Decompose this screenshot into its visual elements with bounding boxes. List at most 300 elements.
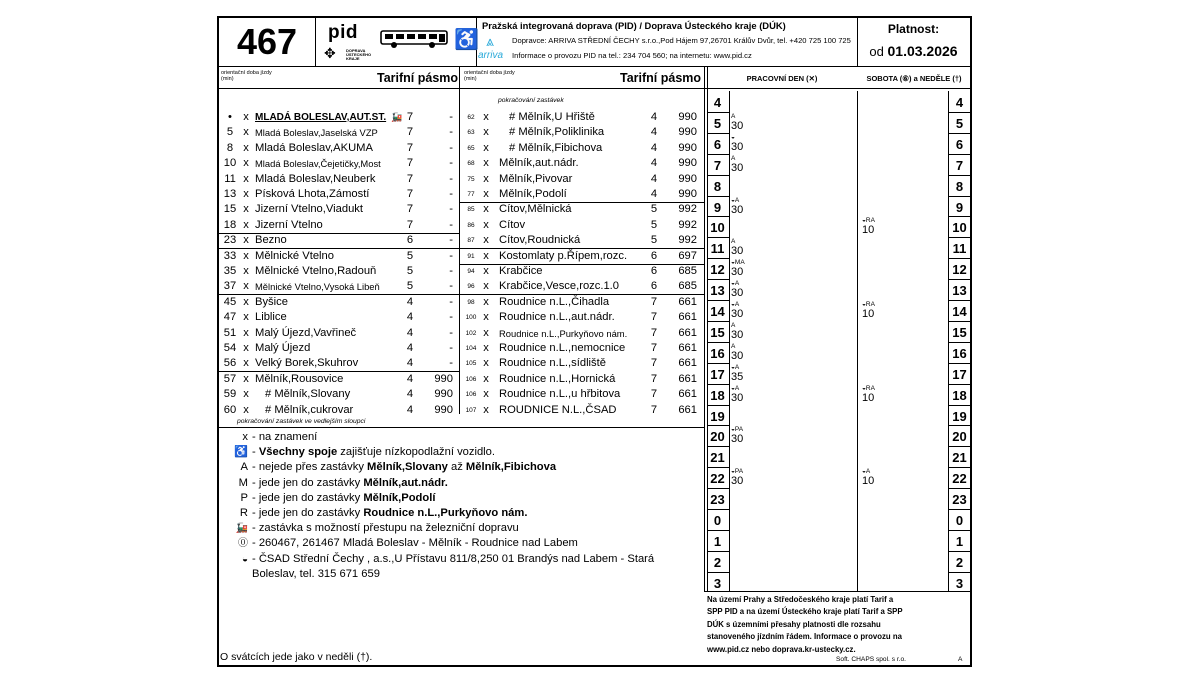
- stop-zone: 6: [406, 234, 414, 247]
- legend-key: ◒: [241, 553, 248, 565]
- stop-row: [461, 172, 703, 187]
- departure-minute: 30: [731, 308, 744, 320]
- legend-key: 🚂: [235, 523, 248, 535]
- stop-zone: 7: [650, 311, 658, 324]
- hour-divider: [948, 425, 970, 426]
- stop-zone-duk: 661: [678, 403, 697, 416]
- stop-minutes: 94: [467, 268, 475, 275]
- stop-name: # Mělník,Poliklinika: [509, 126, 605, 139]
- hour-label-right: 9: [955, 199, 964, 215]
- hour-divider: [707, 133, 729, 134]
- hour-divider: [707, 446, 729, 447]
- hour-divider: [948, 530, 970, 531]
- stop-name: Mělník,Podolí: [499, 188, 567, 200]
- stop-minutes: 62: [467, 114, 475, 121]
- departure-minute: 30: [731, 203, 744, 216]
- hour-divider: [948, 405, 970, 406]
- departure-minute: 30: [731, 287, 744, 300]
- stop-flag: x: [483, 326, 489, 339]
- stop-zone-duk: -: [449, 203, 453, 216]
- stop-row: [461, 387, 703, 402]
- stop-name: Jizerní Vtelno,Viadukt: [255, 203, 364, 216]
- hour-divider: [707, 258, 729, 259]
- stop-name: Mělnické Vtelno: [255, 249, 334, 262]
- stop-zone: 7: [650, 372, 658, 385]
- hour-label-right: 2: [955, 554, 964, 570]
- hour-divider: [948, 384, 970, 385]
- stop-flag: x: [483, 295, 489, 308]
- arriva-logo-icon: ⩓: [486, 33, 494, 49]
- continuation-label: pokračování zastávek: [498, 97, 564, 104]
- stop-zone-duk: -: [449, 326, 453, 339]
- workday-col-border: [729, 91, 730, 591]
- hour-divider: [707, 237, 729, 238]
- stop-flag: x: [483, 172, 489, 185]
- stop-zone-duk: 990: [434, 403, 453, 416]
- stop-zone-duk: 990: [434, 372, 453, 385]
- stop-minutes: 96: [467, 283, 475, 291]
- stop-flag: x: [243, 218, 249, 231]
- stop-flag: x: [483, 126, 489, 139]
- stop-flag: x: [483, 188, 489, 200]
- stop-zone-duk: -: [449, 295, 453, 308]
- stop-flag: x: [243, 311, 249, 324]
- stop-zone-duk: 661: [678, 388, 697, 401]
- stop-flag: x: [243, 388, 249, 401]
- workday-header: PRACOVNÍ DEN (✕): [746, 74, 818, 83]
- stop-name: Mělník,Rousovice: [255, 372, 344, 385]
- hour-label-right: 21: [952, 450, 967, 466]
- hour-divider: [948, 509, 970, 510]
- stop-minutes: 51: [223, 326, 237, 339]
- hour-label-right: 3: [955, 575, 964, 591]
- stop-divider: [459, 264, 704, 265]
- stop-zone: 5: [406, 265, 414, 277]
- stop-zone: 7: [650, 403, 658, 416]
- stop-name: # Mělník,Fibichova: [509, 141, 603, 154]
- hour-divider: [948, 467, 970, 468]
- stop-flag: x: [483, 265, 489, 277]
- arriva-logo: arriva: [478, 50, 504, 61]
- stop-name: MLADÁ BOLESLAV,AUT.ST.: [255, 112, 387, 123]
- hour-label-left: 8: [713, 178, 722, 194]
- stop-minutes: 68: [467, 160, 475, 168]
- stop-minutes: 5: [226, 126, 234, 139]
- stop-name: Cítov,Roudnická: [499, 234, 581, 247]
- stop-zone: 4: [406, 342, 414, 354]
- stop-zone: 4: [650, 157, 658, 170]
- stop-flag: x: [243, 295, 249, 308]
- stop-zone-duk: 992: [678, 218, 697, 231]
- tariff-zone-label-right: Tarifní pásmo: [620, 71, 702, 85]
- stop-flag: x: [243, 157, 249, 170]
- stop-zone-duk: 990: [678, 126, 697, 139]
- stop-name: Mladá Boleslav,Čejetičky,Most: [255, 158, 381, 170]
- hour-divider: [707, 321, 729, 322]
- stop-minutes: 47: [223, 311, 237, 324]
- stop-row: [461, 110, 703, 125]
- workday-weekend-border: [857, 91, 858, 591]
- stop-row: [461, 326, 703, 341]
- stop-zone-duk: 992: [678, 234, 697, 247]
- stop-name: Roudnice n.L.,Hornická: [499, 372, 616, 385]
- stop-name: Mělník,aut.nádr.: [499, 157, 579, 170]
- hour-divider: [707, 405, 729, 406]
- bus-icon: [380, 29, 450, 49]
- hour-label-left: 21: [710, 450, 725, 466]
- stop-name: # Mělník,cukrovar: [265, 403, 354, 416]
- hour-label-right: 13: [952, 283, 967, 299]
- stop-minutes: 85: [467, 206, 475, 214]
- stop-name: Mladá Boleslav,Jaselská VZP: [255, 127, 378, 139]
- hour-divider: [707, 196, 729, 197]
- hour-divider: [707, 551, 729, 552]
- stop-minutes: 60: [223, 403, 237, 416]
- stop-zone: 5: [650, 203, 658, 216]
- stop-zone-duk: -: [449, 141, 453, 154]
- stop-row: [461, 279, 703, 294]
- stop-row: [461, 202, 703, 217]
- stop-flag: x: [243, 265, 249, 277]
- stop-name: Mladá Boleslav,Neuberk: [255, 172, 376, 185]
- stop-zone-duk: -: [449, 172, 453, 185]
- hour-divider: [707, 216, 729, 217]
- operator-address: Dopravce: ARRIVA STŘEDNÍ ČECHY s.r.o.,Pod Hájem 97,26701 Králův Dvůr, tel. +420 725 100 725: [512, 36, 851, 45]
- stop-minutes: 11: [224, 172, 236, 185]
- departure-note: ◒RA: [862, 301, 875, 308]
- operator-info: [476, 18, 858, 66]
- stop-name: Liblice: [255, 311, 287, 324]
- stop-row: [461, 310, 703, 325]
- stop-row: [461, 295, 703, 310]
- stop-zone-duk: -: [449, 249, 453, 262]
- stop-row: [461, 141, 703, 156]
- stop-row: [219, 249, 457, 264]
- stop-name: Cítov: [499, 218, 526, 231]
- stop-flag: x: [243, 141, 249, 154]
- hour-label-right: 10: [952, 220, 967, 236]
- stop-name: ROUDNICE N.L.,ČSAD: [499, 403, 617, 416]
- hour-label-left: 15: [710, 324, 725, 340]
- stop-minutes: 102: [465, 329, 477, 337]
- stop-name: Malý Újezd: [255, 342, 311, 354]
- legend-text: - zastávka s možností přestupu na železniční dopravu: [252, 522, 519, 535]
- hour-divider: [707, 112, 729, 113]
- stop-row: [219, 372, 457, 387]
- stop-zone-duk: -: [449, 342, 453, 354]
- stop-flag: x: [243, 111, 249, 123]
- stop-divider: [459, 248, 704, 249]
- hour-label-right: 23: [952, 492, 967, 508]
- stop-zone: 7: [650, 388, 658, 401]
- stop-zone-duk: -: [449, 280, 453, 293]
- stop-row: [461, 356, 703, 371]
- stop-flag: x: [243, 234, 249, 247]
- hour-divider: [707, 154, 729, 155]
- departure-note: ◒A: [731, 384, 740, 392]
- stop-zone: 4: [650, 126, 658, 139]
- stop-name: Bezno: [255, 234, 287, 247]
- stop-name: Mělník,Pivovar: [499, 172, 573, 185]
- departure-note: ◒RA: [862, 384, 875, 392]
- legend-text: - na znamení: [252, 431, 318, 443]
- hour-label-left: 0: [713, 513, 722, 528]
- stop-zone-duk: 990: [678, 172, 697, 185]
- stop-zone: 7: [406, 218, 414, 231]
- tariff-zone-label-left: Tarifní pásmo: [377, 71, 459, 85]
- legend-key: R: [239, 507, 248, 519]
- stop-row: [219, 341, 457, 356]
- stop-flag: x: [243, 280, 249, 293]
- stop-name: Mělnické Vtelno,Vysoká Libeň: [255, 281, 380, 293]
- stop-zone: 4: [406, 326, 414, 339]
- stop-minutes: 107: [465, 406, 477, 414]
- stop-zone-duk: 661: [678, 295, 697, 308]
- stop-zone: 4: [650, 111, 658, 123]
- stop-zone: 7: [650, 295, 658, 308]
- stop-zone: 7: [406, 188, 414, 200]
- hour-divider: [948, 342, 970, 343]
- hour-label-right: 6: [955, 136, 964, 152]
- departure-minute: 30: [731, 349, 744, 362]
- departure-note: A: [731, 112, 736, 120]
- departure-note: ◒: [731, 133, 735, 141]
- stop-zone-duk: -: [449, 234, 453, 247]
- hour-label-right: 5: [955, 115, 964, 131]
- legend-text: - ČSAD Střední Čechy , a.s.,U Přístavu 811/8,250 01 Brandýs nad Labem - Stará: [252, 552, 655, 565]
- stop-flag: x: [483, 342, 489, 354]
- software-mark: A: [958, 656, 963, 663]
- hour-divider: [948, 551, 970, 552]
- stop-flag: x: [483, 280, 489, 293]
- hour-divider: [707, 509, 729, 510]
- hour-label-left: 12: [710, 262, 725, 278]
- stop-minutes: 15: [223, 203, 237, 216]
- validity-box: [857, 18, 970, 66]
- legend-text: Boleslav, tel. 315 671 659: [252, 567, 380, 580]
- hour-label-right: 0: [955, 513, 964, 528]
- hour-label-left: 13: [710, 283, 725, 299]
- stop-minutes: 105: [465, 360, 477, 368]
- hour-divider: [948, 133, 970, 134]
- departure-note: ◒RA: [862, 217, 875, 225]
- stop-row: [461, 341, 703, 356]
- stop-row: [461, 372, 703, 387]
- hour-divider: [707, 425, 729, 426]
- stop-flag: x: [483, 111, 489, 123]
- legend-text: - 260467, 261467 Mladá Boleslav - Mělník - Roudnice nad Labem: [252, 537, 578, 550]
- stop-row: [219, 110, 457, 125]
- hour-divider: [707, 384, 729, 385]
- hour-divider: [707, 300, 729, 301]
- departure-note: A: [731, 238, 736, 246]
- stop-row: [219, 387, 457, 402]
- stop-name: Roudnice n.L.,Purkyňovo nám.: [499, 327, 628, 339]
- hour-divider: [948, 300, 970, 301]
- stop-minutes: 33: [223, 249, 237, 262]
- stop-zone-duk: 685: [678, 265, 697, 277]
- hour-label-left: 4: [713, 95, 722, 110]
- stop-minutes: 23: [223, 234, 237, 247]
- legend-text: - jede jen do zastávky Mělník,Podolí: [252, 491, 436, 504]
- legend-text: - jede jen do zastávky Roudnice n.L.,Purkyňovo nám.: [252, 507, 528, 519]
- stop-flag: x: [483, 234, 489, 247]
- hour-label-left: 20: [710, 429, 725, 445]
- stop-zone-duk: -: [449, 311, 453, 324]
- stop-name: # Mělník,U Hřiště: [509, 111, 595, 123]
- hour-label-left: 23: [710, 492, 725, 508]
- hour-label-right: 22: [952, 471, 967, 487]
- stop-zone: 4: [406, 295, 414, 308]
- hour-label-left: 10: [710, 220, 725, 236]
- stop-zone-duk: 685: [678, 280, 697, 293]
- hour-divider: [948, 488, 970, 489]
- weekend-header: SOBOTA (⑥) a NEDĚLE (†): [866, 74, 962, 83]
- hour-label-left: 18: [710, 387, 725, 403]
- hour-label-right: 12: [952, 262, 967, 278]
- tariff-note-line: Na území Prahy a Středočeského kraje platí Tarif a: [707, 595, 894, 604]
- stop-flag: x: [483, 141, 489, 154]
- stop-row: [219, 356, 457, 371]
- stop-zone: 7: [650, 342, 658, 354]
- hour-divider: [948, 258, 970, 259]
- hour-label-right: 1: [955, 533, 964, 549]
- stop-minutes: 75: [467, 175, 475, 183]
- departure-minute: 10: [862, 475, 875, 488]
- hour-label-left: 5: [713, 115, 722, 131]
- stop-zone-duk: -: [449, 188, 453, 200]
- stop-zone: 4: [406, 372, 414, 385]
- hour-label-right: 20: [952, 429, 967, 445]
- stop-flag: x: [243, 188, 249, 200]
- departure-minute: 10: [862, 391, 875, 404]
- stop-minutes: 18: [223, 218, 237, 231]
- stop-flag: x: [243, 403, 249, 416]
- hour-label-left: 16: [710, 345, 725, 361]
- hour-divider: [948, 216, 970, 217]
- stop-flag: x: [243, 203, 249, 216]
- hour-label-right: 19: [952, 408, 967, 424]
- stop-flag: x: [243, 372, 249, 385]
- orientation-time-label-left: orientační doba jízdy (min): [221, 70, 272, 82]
- hour-divider: [948, 175, 970, 176]
- stop-minutes: 56: [223, 357, 237, 370]
- stop-minutes: 10: [223, 157, 237, 170]
- stop-zone: 5: [650, 218, 658, 231]
- stop-flag: x: [483, 357, 489, 370]
- hour-divider: [707, 530, 729, 531]
- stop-zone-duk: 661: [678, 326, 697, 339]
- stop-row: [461, 187, 703, 202]
- stop-minutes: 106: [465, 375, 477, 383]
- stop-zone-duk: -: [449, 111, 453, 123]
- stop-zone-duk: -: [449, 218, 453, 231]
- stop-flag: x: [243, 342, 249, 354]
- stop-row: [219, 310, 457, 325]
- legend-key: ♿: [234, 446, 248, 459]
- legend-text: - Všechny spoje zajišťuje nízkopodlažní vozidlo.: [252, 446, 496, 459]
- weekend-col-border: [948, 91, 949, 591]
- stop-zone-duk: 661: [678, 357, 697, 370]
- pid-logo: pid: [328, 22, 358, 43]
- hour-divider: [707, 279, 729, 280]
- stop-row: [219, 326, 457, 341]
- hour-divider: [948, 196, 970, 197]
- stop-zone-duk: 990: [678, 157, 697, 170]
- stop-zone-duk: -: [449, 357, 453, 370]
- stop-flag: x: [243, 172, 249, 185]
- stop-minutes: 45: [223, 295, 237, 308]
- hour-label-left: 11: [710, 241, 725, 257]
- departure-minute: 10: [862, 308, 875, 320]
- stop-name: Roudnice n.L.,aut.nádr.: [499, 311, 615, 324]
- hour-label-left: 2: [713, 554, 722, 570]
- stop-minutes: 65: [467, 144, 475, 152]
- hour-label-left: 14: [710, 304, 725, 319]
- stop-name: Roudnice n.L.,u hřbitova: [499, 388, 621, 401]
- stop-flag: x: [483, 388, 489, 401]
- departure-minute: 30: [731, 475, 744, 488]
- stop-minutes: 77: [467, 191, 475, 198]
- hour-divider: [707, 488, 729, 489]
- stop-row: [219, 279, 457, 294]
- stop-row: [461, 156, 703, 171]
- stop-flag: x: [243, 326, 249, 339]
- stop-minutes: 37: [223, 280, 237, 293]
- stop-minutes: 100: [465, 314, 477, 322]
- stop-zone: 7: [406, 126, 414, 139]
- legend-key: M: [238, 476, 248, 489]
- software-credit: Soft. CHAPS spol. s r.o.: [836, 656, 906, 663]
- hour-label-right: 17: [952, 366, 967, 382]
- departure-note: ◒A: [862, 468, 871, 476]
- stop-flag: x: [483, 372, 489, 385]
- stop-row: [461, 403, 703, 418]
- validity-label: Platnost:: [887, 22, 940, 36]
- departure-note: ◒A: [731, 301, 740, 308]
- departure-note: ◒PA: [731, 426, 744, 434]
- stop-divider: [217, 294, 459, 295]
- departure-minute: 30: [731, 140, 744, 153]
- stop-name: Kostomlaty p.Řípem,rozc.: [499, 249, 628, 262]
- stop-divider: [459, 294, 704, 295]
- stop-name: Jizerní Vtelno: [255, 218, 323, 231]
- stop-zone: 4: [650, 141, 658, 154]
- stop-minutes: 57: [223, 372, 237, 385]
- stop-flag: x: [243, 357, 249, 370]
- stop-minutes: 87: [467, 237, 475, 245]
- stop-divider: [459, 202, 704, 203]
- stop-name: Krabčice,Vesce,rozc.1.0: [499, 280, 620, 293]
- stop-name: Roudnice n.L.,sídliště: [499, 357, 606, 370]
- hour-divider: [948, 237, 970, 238]
- stop-minutes: 13: [223, 188, 237, 200]
- hour-label-left: 19: [710, 408, 725, 424]
- hour-label-left: 17: [710, 366, 725, 382]
- tariff-note-line: SPP PID a na území Ústeckého kraje platí Tarif a SPP: [707, 607, 903, 617]
- stop-row: [219, 141, 457, 156]
- stop-name: Cítov,Mělnická: [499, 203, 572, 216]
- departure-note: ◒A: [731, 196, 740, 204]
- departure-note: A: [731, 321, 736, 329]
- hour-label-right: 7: [955, 157, 964, 173]
- legend-text: - jede jen do zastávky Mělník,aut.nádr.: [252, 476, 448, 489]
- hour-label-right: 18: [952, 387, 967, 403]
- hour-divider: [707, 342, 729, 343]
- hour-label-right: 16: [952, 345, 967, 361]
- legend-text: - nejede přes zastávky Mělník,Slovany až Mělník,Fibichova: [252, 461, 557, 474]
- hour-label-right: 15: [952, 324, 967, 340]
